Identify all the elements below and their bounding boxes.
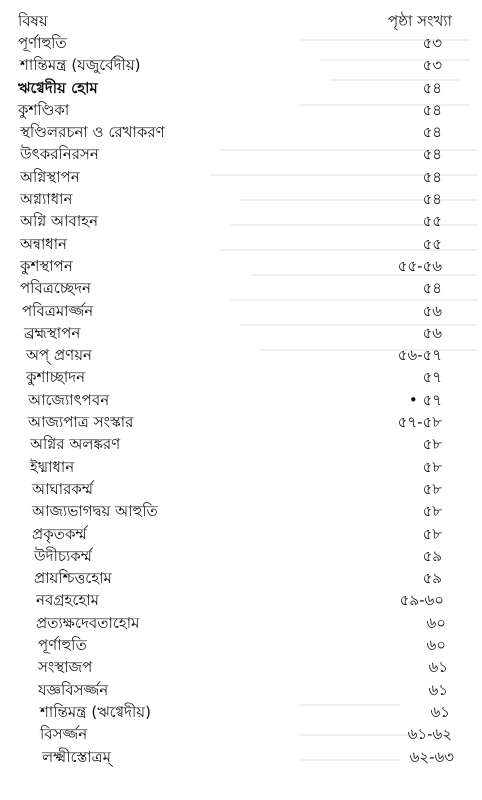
- toc-entry: [18, 233, 464, 255]
- entry-page: ৫৪: [422, 167, 442, 186]
- toc-entry: [18, 478, 464, 500]
- entry-title: ঋগ্বেদীয় হোম: [18, 78, 98, 97]
- entry-title: প্রত্যক্ষদেবতাহোম: [36, 613, 140, 632]
- entry-page: ৬১-৬২: [407, 725, 452, 744]
- toc-entry: [18, 366, 464, 388]
- entry-page: ৫৮: [422, 502, 442, 521]
- entry-title: আজ্যভাগদ্বয় আহুতি: [32, 502, 158, 521]
- entry-title: কুশণ্ডিকা: [18, 100, 70, 119]
- toc-entry: [18, 433, 464, 455]
- entry-page: ৬১: [428, 658, 448, 677]
- entry-title: কুশাচ্ছাদন: [26, 368, 86, 387]
- toc-entry: [18, 166, 464, 188]
- page-column-header: পৃষ্ঠা সংখ্যা: [388, 12, 452, 30]
- toc-entry: [18, 210, 464, 232]
- toc-entry: [18, 188, 464, 210]
- entry-title: শান্তিমন্ত্র (যজুর্বেদীয়): [20, 56, 141, 75]
- entry-page: ৫৯: [422, 569, 442, 588]
- entry-page: ৫৪: [422, 145, 442, 164]
- entry-page: ৫৬-৫৭: [397, 346, 442, 365]
- entry-page: ৫৬: [422, 301, 442, 320]
- toc-entry: [18, 54, 464, 76]
- entry-page: ৫৩: [422, 34, 442, 52]
- entry-title: সংস্থাজপ: [38, 658, 93, 677]
- entry-page: ৫৬: [422, 323, 442, 342]
- entry-title: প্রকৃতকর্ম্ম: [32, 524, 87, 543]
- toc-entry: [18, 277, 464, 299]
- entry-page: ৫৪: [422, 78, 442, 97]
- toc-entry: [18, 523, 464, 545]
- entry-page: ৫৪: [422, 100, 442, 119]
- entry-page: ৫৪: [422, 279, 442, 298]
- entry-page: ৫৭-৫৮: [397, 413, 442, 432]
- toc-entry: [18, 300, 464, 322]
- entry-page: ৫৮: [422, 524, 442, 543]
- toc-entry: [18, 634, 464, 656]
- entry-title: অপ্ প্রণয়ন: [26, 346, 92, 365]
- entry-title: পবিত্রচ্ছেদন: [20, 279, 91, 298]
- toc-entry: [18, 723, 464, 745]
- entry-page: ৫৭: [422, 368, 442, 387]
- toc-entries: [18, 32, 464, 768]
- entry-title: ইধ্মাধান: [30, 457, 75, 476]
- toc-entry: [18, 99, 464, 121]
- entry-page: • ৫৭: [408, 390, 442, 409]
- entry-title: পবিত্রমার্জ্জন: [22, 301, 94, 320]
- toc-entry: [18, 32, 464, 54]
- entry-title: নবগ্রহহোম: [36, 591, 100, 610]
- toc-entry: [18, 389, 464, 411]
- toc-entry: [18, 456, 464, 478]
- entry-page: ৬১: [428, 680, 448, 699]
- toc-entry: [18, 344, 464, 366]
- entry-title: পূর্ণাহুতি: [38, 636, 87, 655]
- toc-entry: [18, 746, 464, 768]
- toc-entry: [18, 143, 464, 165]
- toc-entry: [18, 612, 464, 634]
- toc-entry: [18, 701, 464, 723]
- toc-entry: [18, 77, 464, 99]
- subject-column-header: বিষয়: [18, 12, 48, 30]
- entry-title: বিসর্জ্জন: [40, 725, 88, 744]
- toc-entry: [18, 589, 464, 611]
- entry-title: কুশস্থাপন: [20, 256, 73, 275]
- entry-page: ৫৫: [422, 212, 442, 231]
- entry-title: উৎকরনিরসন: [20, 145, 99, 164]
- entry-page: ৫৮: [422, 479, 442, 498]
- entry-title: প্রায়শ্চিত্তহোম: [34, 569, 112, 588]
- toc-entry: [18, 656, 464, 678]
- toc-entry: [18, 255, 464, 277]
- toc-entry: [18, 567, 464, 589]
- toc-entry: [18, 500, 464, 522]
- entry-title: উদীচ্যকর্ম্ম: [34, 546, 92, 565]
- entry-title: আজ্যোৎপবন: [28, 390, 110, 409]
- entry-title: অগ্নির অলঙ্করণ: [30, 435, 121, 454]
- entry-title: শান্তিমন্ত্র (ঋগ্বেদীয়): [40, 702, 151, 721]
- entry-title: ব্রহ্মস্থাপন: [24, 323, 81, 342]
- entry-page: ৬০: [426, 636, 446, 655]
- entry-title: স্থণ্ডিলরচনা ও রেখাকরণ: [20, 123, 165, 142]
- entry-page: ৫৩: [422, 56, 442, 75]
- entry-title: অগ্নিস্থাপন: [20, 167, 80, 186]
- entry-page: ৫৯-৬০: [399, 591, 444, 610]
- entry-title: অন্বাধান: [20, 234, 68, 253]
- entry-title: আজ্যপাত্র সংস্কার: [28, 413, 134, 432]
- entry-page: ৫৯: [422, 546, 442, 565]
- entry-page: ৬১: [430, 702, 450, 721]
- entry-page: ৫৫: [422, 234, 442, 253]
- entry-page: ৫৮: [422, 457, 442, 476]
- entry-title: যজ্ঞবিসর্জ্জন: [38, 680, 109, 699]
- toc-entry: [18, 679, 464, 701]
- entry-title: অগ্নি আবাহন: [20, 212, 99, 231]
- entry-title: অগ্ন্যাধান: [20, 190, 73, 209]
- entry-page: ৬০: [426, 613, 446, 632]
- toc-entry: [18, 121, 464, 143]
- entry-page: ৫৮: [422, 435, 442, 454]
- toc-header: [18, 10, 464, 32]
- entry-page: ৫৪: [422, 190, 442, 209]
- entry-title: লক্ষ্মীস্তোত্রম্: [42, 747, 112, 766]
- entry-page: ৫৪: [422, 123, 442, 142]
- entry-page: ৫৫-৫৬: [397, 256, 442, 275]
- entry-title: পূর্ণাহুতি: [18, 34, 67, 52]
- entry-page: ৬২-৬৩: [409, 747, 454, 766]
- toc-entry: [18, 545, 464, 567]
- toc-entry: [18, 411, 464, 433]
- entry-title: আঘারকর্ম্ম: [32, 479, 93, 498]
- toc-entry: [18, 322, 464, 344]
